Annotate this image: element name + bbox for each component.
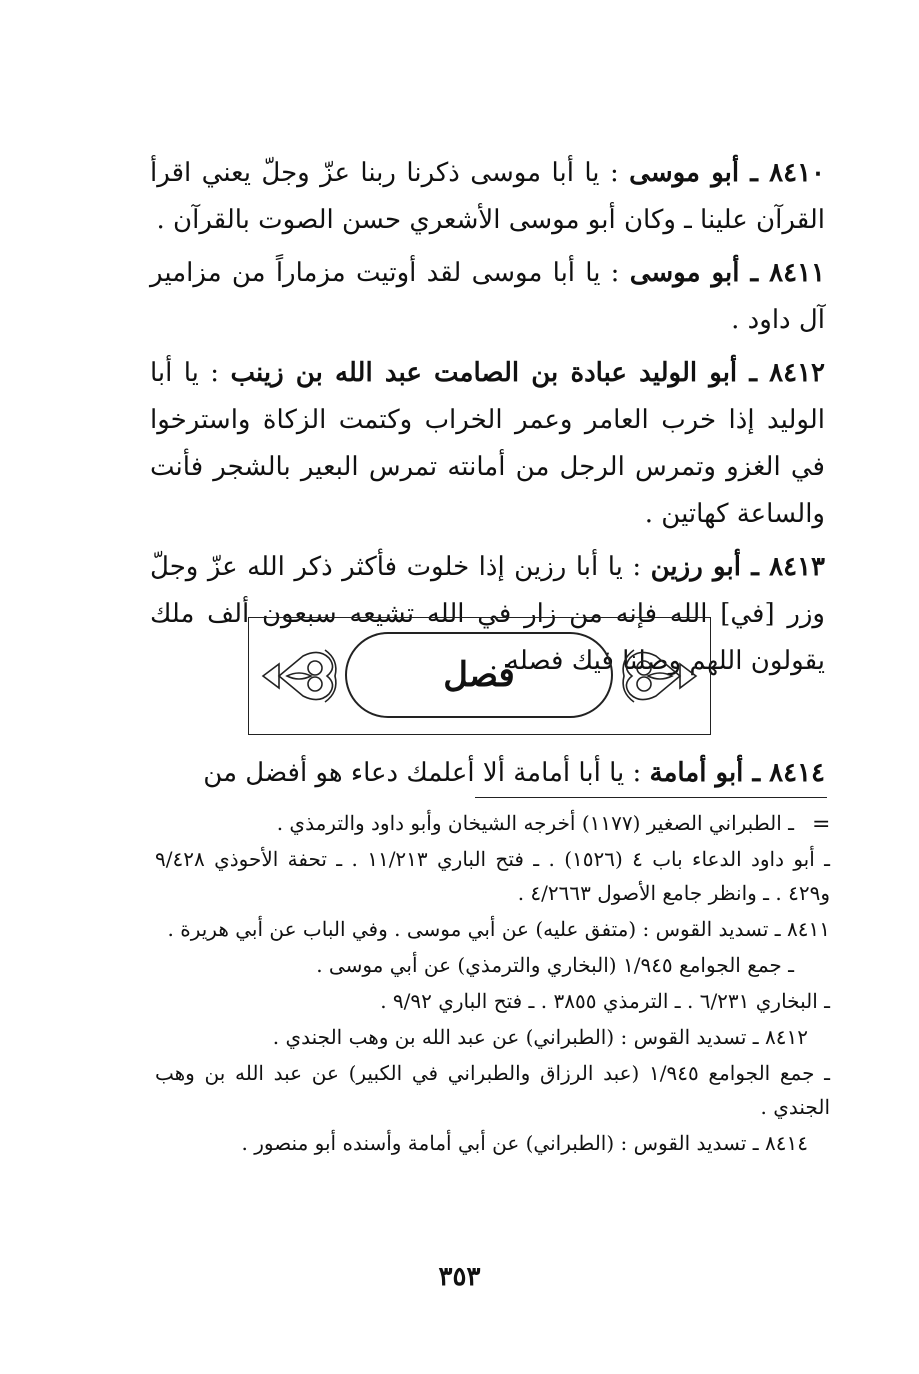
footnote-line: ـ البخاري ٦/٢٣١ . ـ الترمذي ٣٨٥٥ . ـ فتح الباري ٩/٩٢ . <box>380 989 830 1013</box>
hadith-narrator: أبو رزين <box>650 552 741 582</box>
footnote-line: ٨٤١٤ ـ تسديد القوس : (الطبراني) عن أبي أمامة وأسنده أبو منصور . <box>241 1131 808 1155</box>
hadith-text: : يا أبا رزين إذا خلوت فأكثر ذكر الله عزّ وجلّ وزر [في] الله فإنه من زار في الله تشيعه سبعون ألف ملك يقولون اللهم وصلنا فيك فصله . <box>150 552 825 676</box>
section-heading-frame <box>248 617 711 735</box>
footnotes <box>155 806 830 1162</box>
hadith-after-section <box>150 750 825 803</box>
footnote-line: ـ جمع الجوامع ١/٩٤٥ (البخاري والترمذي) عن أبي موسى . <box>316 953 794 977</box>
hadith-text: : يا أبا موسى لقد أوتيت مزماراً من مزامير آل داود . <box>150 258 825 335</box>
hadith-number: ٨٤١٤ <box>769 758 825 788</box>
section-title-cartouche <box>345 632 613 718</box>
hadith-narrator: أبو أمامة <box>649 758 744 788</box>
hadith-narrator: أبو موسى <box>629 258 740 288</box>
footnote-line: ـ أبو داود الدعاء باب ٤ (١٥٢٦) . ـ فتح الباري ١١/٢١٣ . ـ تحفة الأحوذي ٩/٤٢٨ و٤٢٩ . ـ وانظر جامع الأصول ٤/٢٦٦٣ . <box>155 847 831 905</box>
hadith-8410: ٨٤١٠ ـ أبو موسى : يا أبا موسى ذكرنا ربنا عزّ وجلّ يعني اقرأ القرآن علينا ـ وكان أبو موسى الأشعري حسن الصوت بالقرآن . <box>150 158 826 235</box>
footnote-continuation-mark: = <box>812 812 831 837</box>
footnote-line: ٨٤١١ ـ تسديد القوس : (متفق عليه) عن أبي موسى . وفي الباب عن أبي هريرة . <box>167 917 830 941</box>
section-title: فصل <box>443 655 515 695</box>
hadith-number: ٨٤١٣ <box>769 552 825 582</box>
hadith-narrator: أبو موسى <box>629 158 740 188</box>
footnote-line: ـ الطبراني الصغير (١١٧٧) أخرجه الشيخان وأبو داود والترمذي . <box>276 811 794 835</box>
right-ornament-icon <box>618 640 700 712</box>
hadith-text: : يا أبا موسى ذكرنا ربنا عزّ وجلّ يعني اقرأ القرآن علينا ـ وكان أبو موسى الأشعري حسن الصوت بالقرآن . <box>150 158 825 235</box>
main-text <box>150 150 825 691</box>
left-ornament-icon <box>259 640 341 712</box>
hadith-narrator: أبو الوليد عبادة بن الصامت عبد الله بن زينب <box>230 358 738 388</box>
hadith-text: : يا أبا أمامة ألا أعلمك دعاء هو أفضل من <box>203 758 642 788</box>
hadith-8414: ٨٤١٤ ـ أبو أمامة : يا أبا أمامة ألا أعلمك دعاء هو أفضل من <box>203 758 825 788</box>
hadith-number: ٨٤١٠ <box>769 158 826 188</box>
page-number: ٣٥٣ <box>438 1262 481 1292</box>
footnote-line: ـ جمع الجوامع ١/٩٤٥ (عبد الرزاق والطبراني في الكبير) عن عبد الله بن وهب الجندي . <box>155 1061 830 1119</box>
hadith-number: ٨٤١٢ <box>769 358 825 388</box>
hadith-number: ٨٤١١ <box>769 258 825 288</box>
footnote-separator <box>475 797 827 798</box>
hadith-8412: ٨٤١٢ ـ أبو الوليد عبادة بن الصامت عبد الله بن زينب : يا أبا الوليد إذا خرب العامر وعمر الخراب وكتمت الزكاة واسترخوا في الغزو وتمرس الرجل من أمانته تمرس البعير بالشجر فأنت والساعة كهاتين . <box>150 358 825 529</box>
footnote-line: ٨٤١٢ ـ تسديد القوس : (الطبراني) عن عبد الله بن وهب الجندي . <box>272 1025 808 1049</box>
hadith-text: : يا أبا الوليد إذا خرب العامر وعمر الخراب وكتمت الزكاة واسترخوا في الغزو وتمرس الرجل من أمانته تمرس البعير بالشجر فأنت والساعة كهاتين . <box>150 358 825 529</box>
hadith-8411: ٨٤١١ ـ أبو موسى : يا أبا موسى لقد أوتيت مزماراً من مزامير آل داود . <box>150 258 825 335</box>
hadith-8413: ٨٤١٣ ـ أبو رزين : يا أبا رزين إذا خلوت فأكثر ذكر الله عزّ وجلّ وزر [في] الله فإنه من زار في الله تشيعه سبعون ألف ملك يقولون اللهم وصلنا فيك فصله . <box>150 552 825 676</box>
